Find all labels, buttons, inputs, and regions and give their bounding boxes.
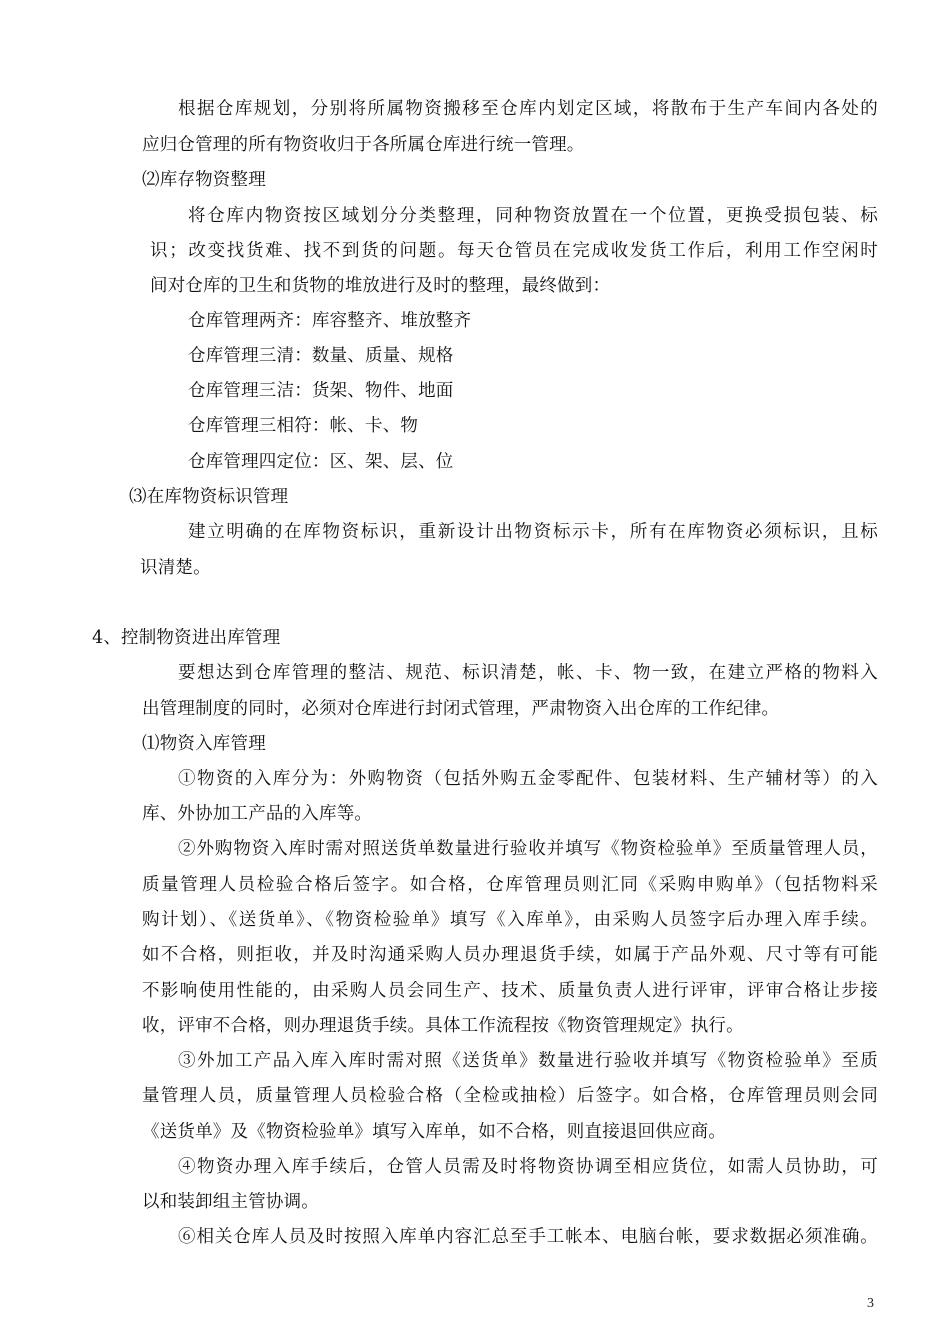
section-heading: ⑵库存物资整理	[142, 170, 266, 190]
paragraph-line: 收，评审不合格，则办理退货手续。具体工作流程按《物资管理规定》执行。	[142, 1016, 744, 1036]
paragraph-line: ③外加工产品入库入库时需对照《送货单》数量进行验收并填写《物资检验单》至质	[178, 1051, 878, 1071]
paragraph-line: ②外购物资入库时需对照送货单数量进行验收并填写《物资检验单》至质量管理人员，	[178, 839, 878, 859]
section-heading: ⑴物资入库管理	[142, 734, 266, 754]
paragraph-line: 根据仓库规划，分别将所属物资搬移至仓库内划定区域，将散布于生产车间内各处的	[178, 99, 878, 119]
list-item: 仓库管理三洁：货架、物件、地面	[188, 381, 454, 401]
paragraph-line: 库、外协加工产品的入库等。	[142, 804, 373, 824]
paragraph-line: 将仓库内物资按区域划分分类整理，同种物资放置在一个位置，更换受损包装、标	[188, 206, 878, 226]
paragraph-line: ⑥相关仓库人员及时按照入库单内容汇总至手工帐本、电脑台帐，要求数据必须准确。	[178, 1227, 878, 1247]
paragraph-line: 识清楚。	[140, 558, 211, 578]
list-item: 仓库管理两齐：库容整齐、堆放整齐	[188, 311, 472, 331]
paragraph-line: 量管理人员，质量管理人员检验合格（全检或抽检）后签字。如合格，仓库管理员则会同	[142, 1086, 878, 1106]
paragraph-line: 如不合格，则拒收，并及时沟通采购人员办理退货手续，如属于产品外观、尺寸等有可能	[142, 945, 878, 965]
paragraph-line: ①物资的入库分为：外购物资（包括外购五金零配件、包装材料、生产辅材等）的入	[178, 769, 878, 789]
page-number: 3	[867, 1296, 874, 1311]
paragraph-line: 出管理制度的同时，必须对仓库进行封闭式管理，严肃物资入出仓库的工作纪律。	[142, 699, 780, 719]
paragraph-line: 识；改变找货难、找不到货的问题。每天仓管员在完成收发货工作后，利用工作空闲时	[150, 241, 878, 261]
paragraph-line: 不影响使用性能的，由采购人员会同生产、技术、质量负责人进行评审，评审合格让步接	[142, 981, 878, 1001]
paragraph-line: 间对仓库的卫生和货物的堆放进行及时的整理，最终做到：	[150, 276, 611, 296]
list-item: 仓库管理四定位：区、架、层、位	[188, 452, 454, 472]
paragraph-line: 要想达到仓库管理的整洁、规范、标识清楚，帐、卡、物一致，在建立严格的物料入	[178, 663, 878, 683]
paragraph-line: 质量管理人员检验合格后签字。如合格，仓库管理员则汇同《采购申购单》（包括物料采	[142, 875, 878, 895]
section-heading: ⑶在库物资标识管理	[129, 487, 289, 507]
chapter-heading: 4、控制物资进出库管理	[92, 628, 281, 648]
paragraph-line: 建立明确的在库物资标识，重新设计出物资标示卡，所有在库物资必须标识，且标	[188, 522, 878, 542]
list-item: 仓库管理三相符：帐、卡、物	[188, 416, 419, 436]
paragraph-line: 购计划）、《送货单》、《物资检验单》填写《入库单》，由采购人员签字后办理入库手续。	[142, 910, 878, 930]
paragraph-line: 应归仓管理的所有物资收归于各所属仓库进行统一管理。	[142, 135, 585, 155]
paragraph-line: 以和装卸组主管协调。	[142, 1192, 319, 1212]
paragraph-line: 《送货单》及《物资检验单》填写入库单，如不合格，则直接退回供应商。	[142, 1122, 727, 1142]
list-item: 仓库管理三清：数量、质量、规格	[188, 346, 454, 366]
paragraph-line: ④物资办理入库手续后，仓管人员需及时将物资协调至相应货位，如需人员协助，可	[178, 1157, 878, 1177]
